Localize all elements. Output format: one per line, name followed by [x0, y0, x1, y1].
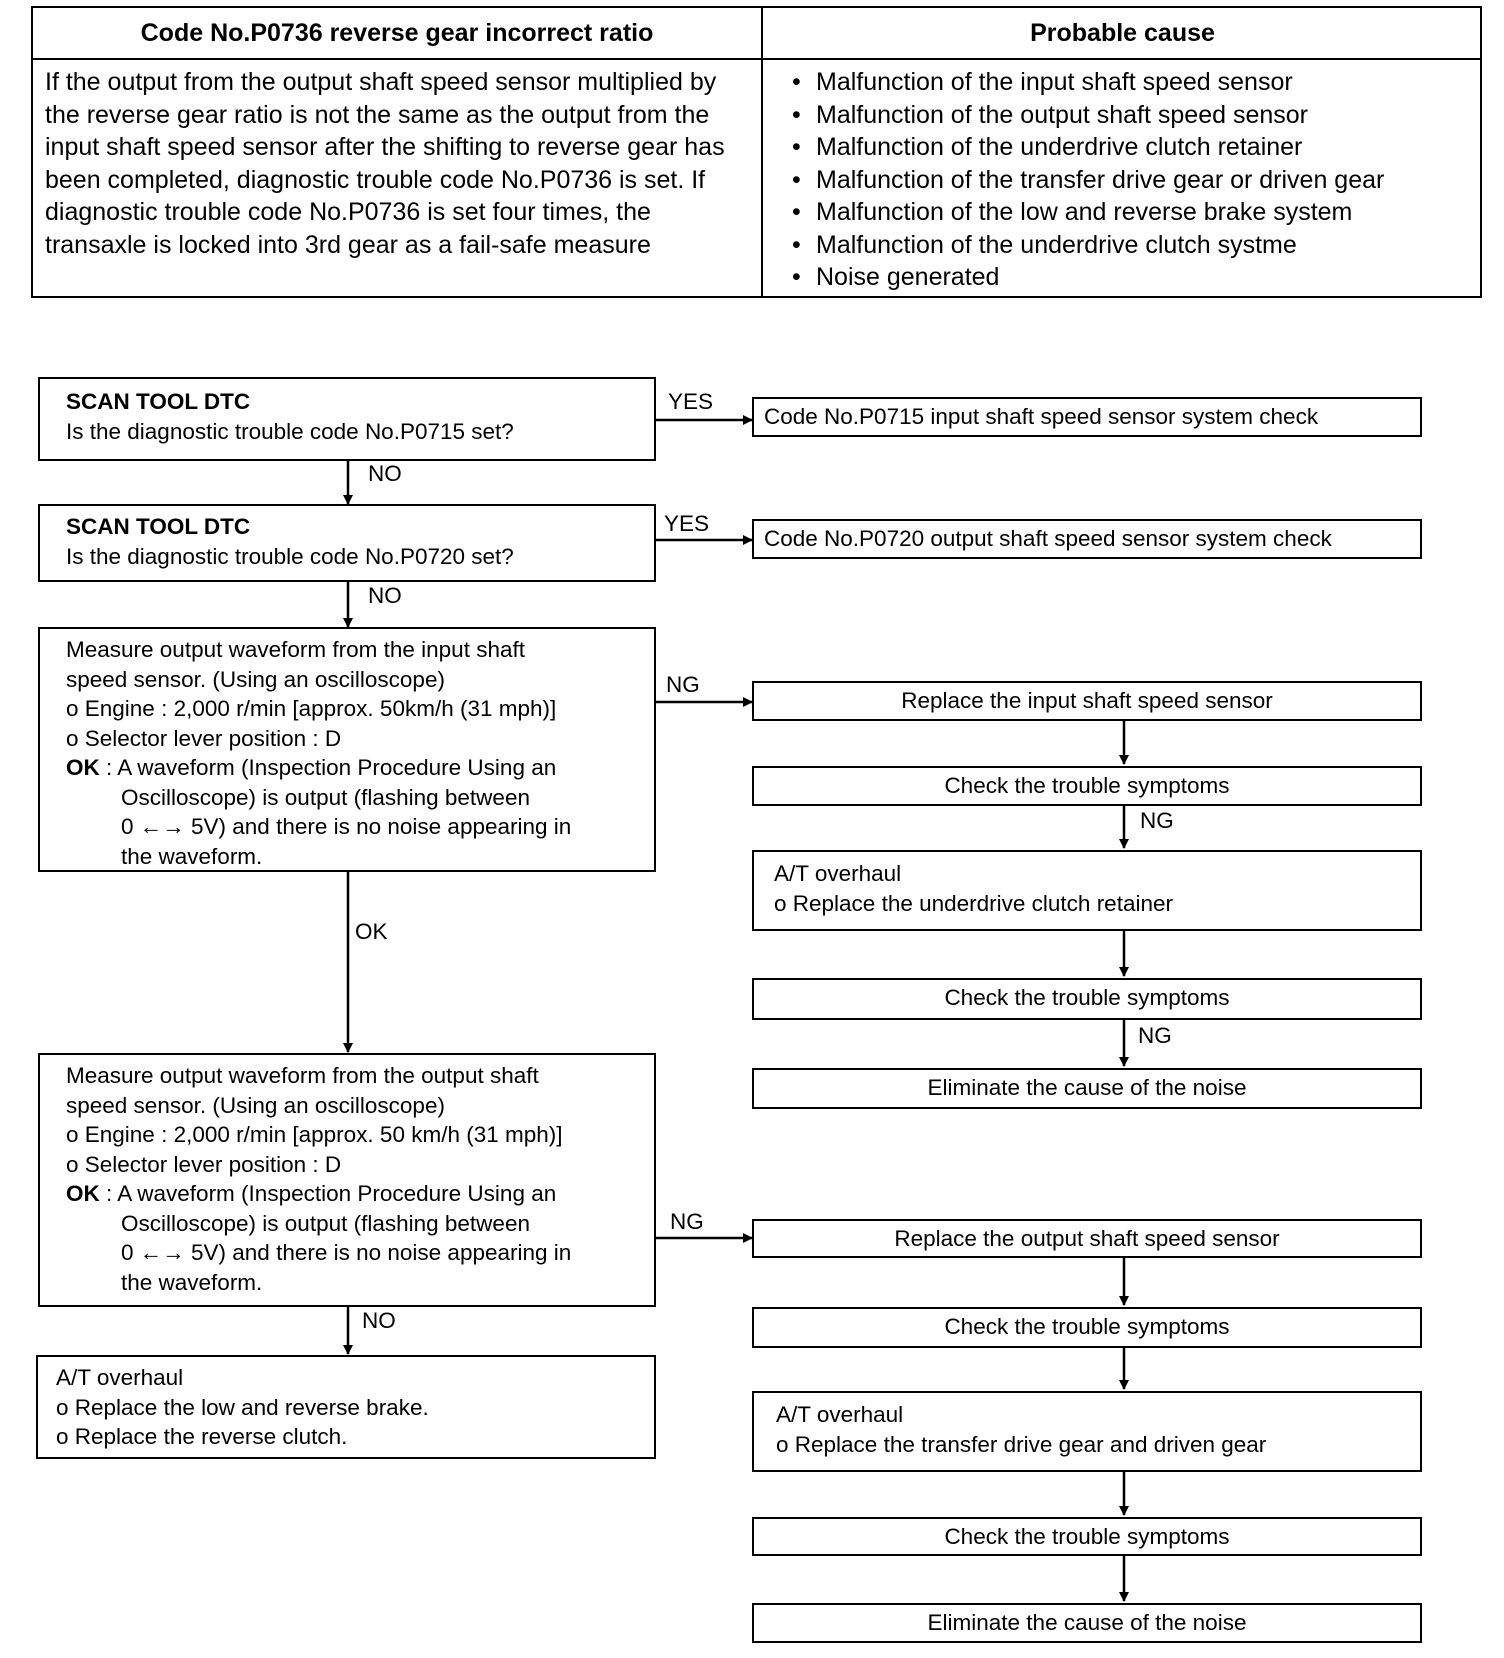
- replace-input-sensor-box: Replace the input shaft speed sensor: [752, 681, 1422, 721]
- at-overhaul-box: [752, 1391, 1422, 1472]
- check-symptoms-box: Check the trouble symptoms: [752, 766, 1422, 806]
- step-text: : A waveform (Inspection Procedure Using an: [99, 1181, 557, 1206]
- step-text: Oscilloscope) is output (flashing between: [121, 1210, 530, 1236]
- step-text: o Engine : 2,000 r/min [approx. 50 km/h (31 mph)]: [66, 1122, 563, 1147]
- step-text: o Selector lever position : D: [66, 725, 342, 751]
- step-text: Measure output waveform from the output shaft: [66, 1063, 539, 1088]
- no-label: NO: [368, 583, 402, 608]
- at-overhaul-box: [752, 850, 1422, 931]
- step-text: the waveform.: [121, 1269, 263, 1295]
- ng-label: NG: [670, 1209, 704, 1234]
- ng-label: NG: [666, 672, 700, 697]
- code-description: If the output from the output shaft speed sensor multiplied by the reverse gear ratio is not the same as the output from the input shaft speed sensor after the shifting to reverse gear has been completed, diagnostic trouble code No.P0736 is set. If diagnostic trouble code No.P0736 is set four times, the transaxle is locked into 3rd gear as a fail-safe measure: [45, 68, 725, 259]
- cause-item: • Malfunction of the output shaft speed sensor: [788, 99, 1478, 132]
- output-shaft-waveform-box: [38, 1053, 656, 1307]
- check-symptoms-box: Check the trouble symptoms: [752, 1307, 1422, 1348]
- step-title: SCAN TOOL DTC: [66, 389, 251, 414]
- input-shaft-waveform-box: [38, 627, 656, 872]
- step-text: 0 ←→ 5V) and there is no noise appearing in: [121, 814, 572, 839]
- replace-output-sensor-box: Replace the output shaft speed sensor: [752, 1219, 1422, 1258]
- no-label: NO: [368, 461, 402, 486]
- step-text: A/T overhaul: [776, 1402, 904, 1427]
- step-text: speed sensor. (Using an oscilloscope): [66, 666, 445, 692]
- step-text: the waveform.: [121, 843, 263, 869]
- step-text: Oscilloscope) is output (flashing between: [121, 784, 530, 810]
- eliminate-noise-box: Eliminate the cause of the noise: [752, 1603, 1422, 1643]
- ok-label: OK: [355, 919, 388, 944]
- step-text: : A waveform (Inspection Procedure Using an: [99, 755, 557, 780]
- cause-item: • Malfunction of the transfer drive gear or driven gear: [788, 164, 1478, 197]
- ng-label: NG: [1140, 808, 1174, 833]
- step-text: A/T overhaul: [56, 1365, 184, 1390]
- probable-cause-title: Probable cause: [1030, 19, 1215, 47]
- step-text: 0 ←→ 5V) and there is no noise appearing in: [121, 1240, 572, 1265]
- scan-tool-dtc-p0715-box: [38, 377, 656, 461]
- no-label: NO: [362, 1308, 396, 1333]
- ok-criteria-label: OK: [66, 1181, 100, 1206]
- yes-label: YES: [664, 511, 710, 536]
- code-title: Code No.P0736 reverse gear incorrect ratio: [140, 19, 654, 47]
- at-overhaul-reverse-box: [36, 1355, 656, 1459]
- eliminate-noise-box: Eliminate the cause of the noise: [752, 1068, 1422, 1109]
- cause-item: • Malfunction of the underdrive clutch retainer: [788, 131, 1478, 164]
- step-text: o Replace the underdrive clutch retainer: [774, 890, 1173, 916]
- step-text: o Engine : 2,000 r/min [approx. 50km/h (31 mph)]: [66, 696, 557, 721]
- cause-item: • Malfunction of the low and reverse brake system: [788, 196, 1478, 229]
- step-text: o Replace the transfer drive gear and driven gear: [776, 1431, 1267, 1457]
- yes-label: YES: [668, 389, 714, 414]
- check-symptoms-box: Check the trouble symptoms: [752, 978, 1422, 1020]
- ok-criteria-label: OK: [66, 755, 100, 780]
- scan-tool-dtc-p0720-box: [38, 504, 656, 582]
- p0720-system-check-box: Code No.P0720 output shaft speed sensor system check: [752, 519, 1422, 559]
- step-text: o Selector lever position : D: [66, 1151, 342, 1177]
- step-text: o Replace the reverse clutch.: [56, 1424, 348, 1449]
- cause-item: • Malfunction of the underdrive clutch systme: [788, 229, 1478, 262]
- cause-item: • Malfunction of the input shaft speed sensor: [788, 66, 1478, 99]
- step-text: Measure output waveform from the input shaft: [66, 637, 525, 662]
- p0715-system-check-box: Code No.P0715 input shaft speed sensor system check: [752, 397, 1422, 437]
- ng-label: NG: [1138, 1023, 1172, 1048]
- step-text: o Replace the low and reverse brake.: [56, 1394, 429, 1420]
- step-question: Is the diagnostic trouble code No.P0715 set?: [66, 418, 514, 444]
- step-text: speed sensor. (Using an oscilloscope): [66, 1092, 445, 1118]
- step-question: Is the diagnostic trouble code No.P0720 set?: [66, 543, 514, 569]
- cause-item: • Noise generated: [788, 261, 1478, 294]
- step-text: A/T overhaul: [774, 861, 902, 886]
- step-title: SCAN TOOL DTC: [66, 514, 251, 539]
- check-symptoms-box: Check the trouble symptoms: [752, 1517, 1422, 1556]
